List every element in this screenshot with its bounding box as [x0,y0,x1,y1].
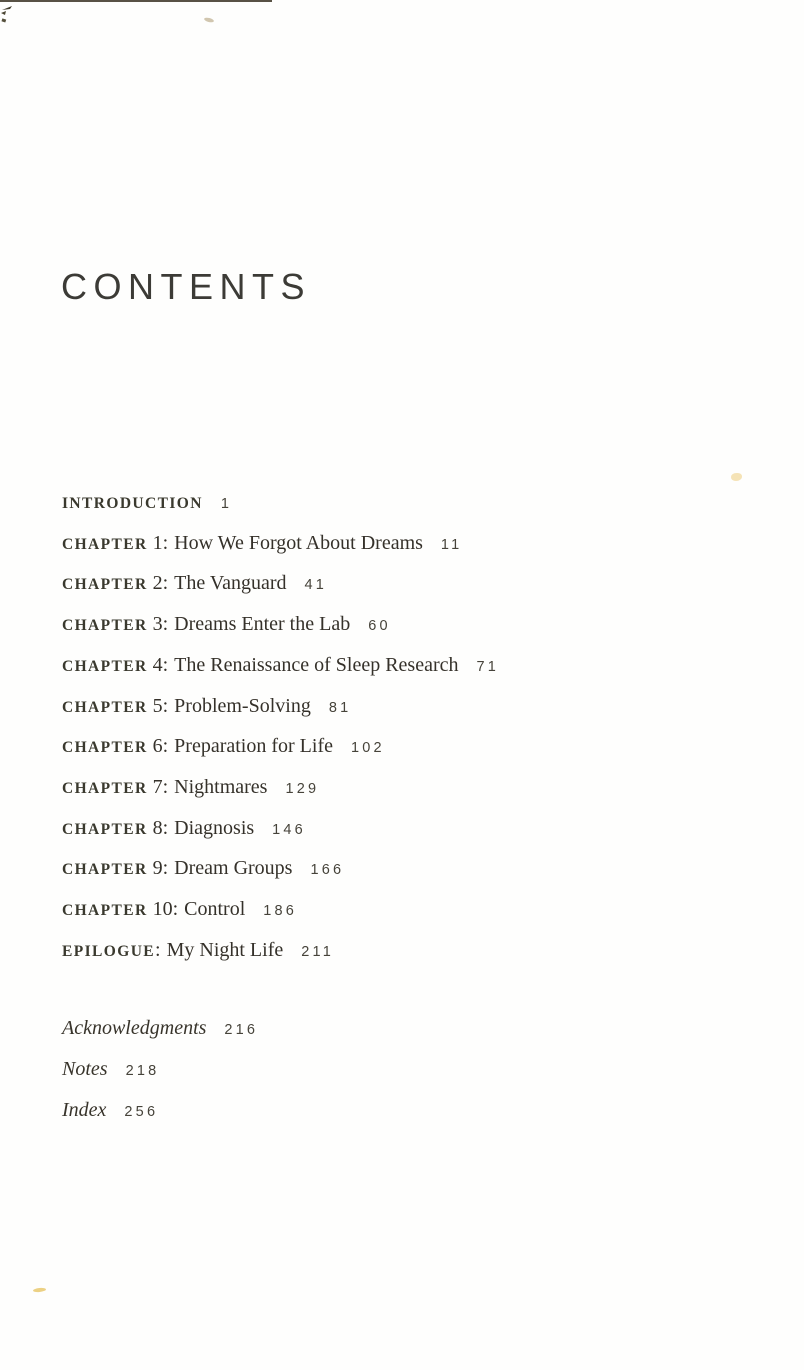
toc-entry-page-number: 71 [476,658,500,675]
scan-edge-strip [0,0,272,2]
toc-entry-number: 10: [147,898,179,921]
toc-entry-chapter-2 [62,564,762,605]
toc-entry-title: My Night Life [166,938,284,961]
toc-entry-label: CHAPTER [62,698,148,716]
toc-entry-title: Diagnosis [174,816,255,839]
toc-entry-label: CHAPTER [62,902,148,920]
back-matter-title: Index [62,1098,107,1121]
back-matter-entry-index [62,1091,762,1132]
toc-entry-number: 5: [147,694,169,717]
toc-entry-page-number: 211 [301,943,334,960]
scan-corner-mark [0,3,20,27]
back-matter-page-number: 216 [224,1022,259,1039]
back-matter-section [62,1009,762,1131]
toc-entry-page-number: 186 [263,903,298,920]
toc-entry-chapter-7 [62,768,762,809]
toc-entry-page-number: 166 [310,862,345,879]
page-title: CONTENTS [61,266,311,307]
toc-entry-epilogue [62,931,762,972]
toc-entry-chapter-8 [62,809,762,850]
toc-entry-number: 8: [147,816,169,839]
toc-entry-chapter-9 [62,849,762,890]
toc-entry-title: Control [184,898,246,921]
toc-entry-page-number: 146 [272,821,306,838]
toc-entry-number: 1: [147,531,169,554]
toc-entry-title: The Renaissance of Sleep Research [174,653,459,676]
toc-entry-label: CHAPTER [62,657,148,675]
toc-entry-label: CHAPTER [62,820,148,838]
toc-entry-label: EPILOGUE [62,942,156,960]
back-matter-title: Notes [62,1058,108,1081]
toc-entry-number: 7: [147,775,169,798]
back-matter-page-number: 218 [125,1063,160,1080]
toc-entry-title: Preparation for Life [174,735,333,758]
toc-entry-number: 6: [147,735,169,758]
table-of-contents [62,483,762,1132]
toc-entry-title: Dreams Enter the Lab [174,613,351,636]
toc-entry-page-number: 129 [285,780,320,797]
toc-entry-chapter-1 [62,524,762,565]
toc-entry-chapter-3 [62,605,762,646]
back-matter-entry-acknowledgments [62,1009,762,1050]
toc-entry-chapter-4 [62,646,762,687]
toc-entry-page-number: 81 [328,699,352,716]
toc-entry-page-number: 1 [220,496,233,512]
toc-entry-title: Nightmares [174,775,268,798]
toc-entry-number: 4: [147,653,169,676]
toc-entry-number: 2: [147,572,169,595]
toc-entry-number: 9: [147,857,169,880]
back-matter-title: Acknowledgments [62,1017,207,1040]
scan-speck [204,17,215,23]
toc-entry-label: CHAPTER [62,535,148,553]
toc-entry-label: CHAPTER [62,617,148,635]
toc-entry-chapter-5 [62,687,762,728]
toc-entry-number: 3: [147,613,169,636]
toc-entry-page-number: 11 [440,536,463,553]
toc-entry-title: How We Forgot About Dreams [174,531,423,554]
toc-entry-label: CHAPTER [62,739,148,757]
toc-entry-label: CHAPTER [62,576,148,594]
toc-entry-title: Dream Groups [174,857,293,880]
toc-entry-page-number: 41 [304,577,328,594]
toc-entry-page-number: 60 [368,618,391,635]
back-matter-entry-notes [62,1050,762,1091]
toc-entry-chapter-6 [62,727,762,768]
scan-speck [33,1287,46,1292]
scan-speck [731,473,742,481]
back-matter-page-number: 256 [124,1103,159,1120]
toc-entry-title: The Vanguard [174,572,287,595]
toc-entry-label: CHAPTER [62,779,148,797]
toc-entry-label: INTRODUCTION [62,495,203,512]
toc-entry-title: Problem-Solving [174,694,311,717]
toc-entry-page-number: 102 [350,740,385,757]
toc-entry-introduction [62,483,762,524]
toc-entry-chapter-10 [62,890,762,931]
toc-entry-label: CHAPTER [62,861,148,879]
toc-entry-number: : [155,938,161,961]
